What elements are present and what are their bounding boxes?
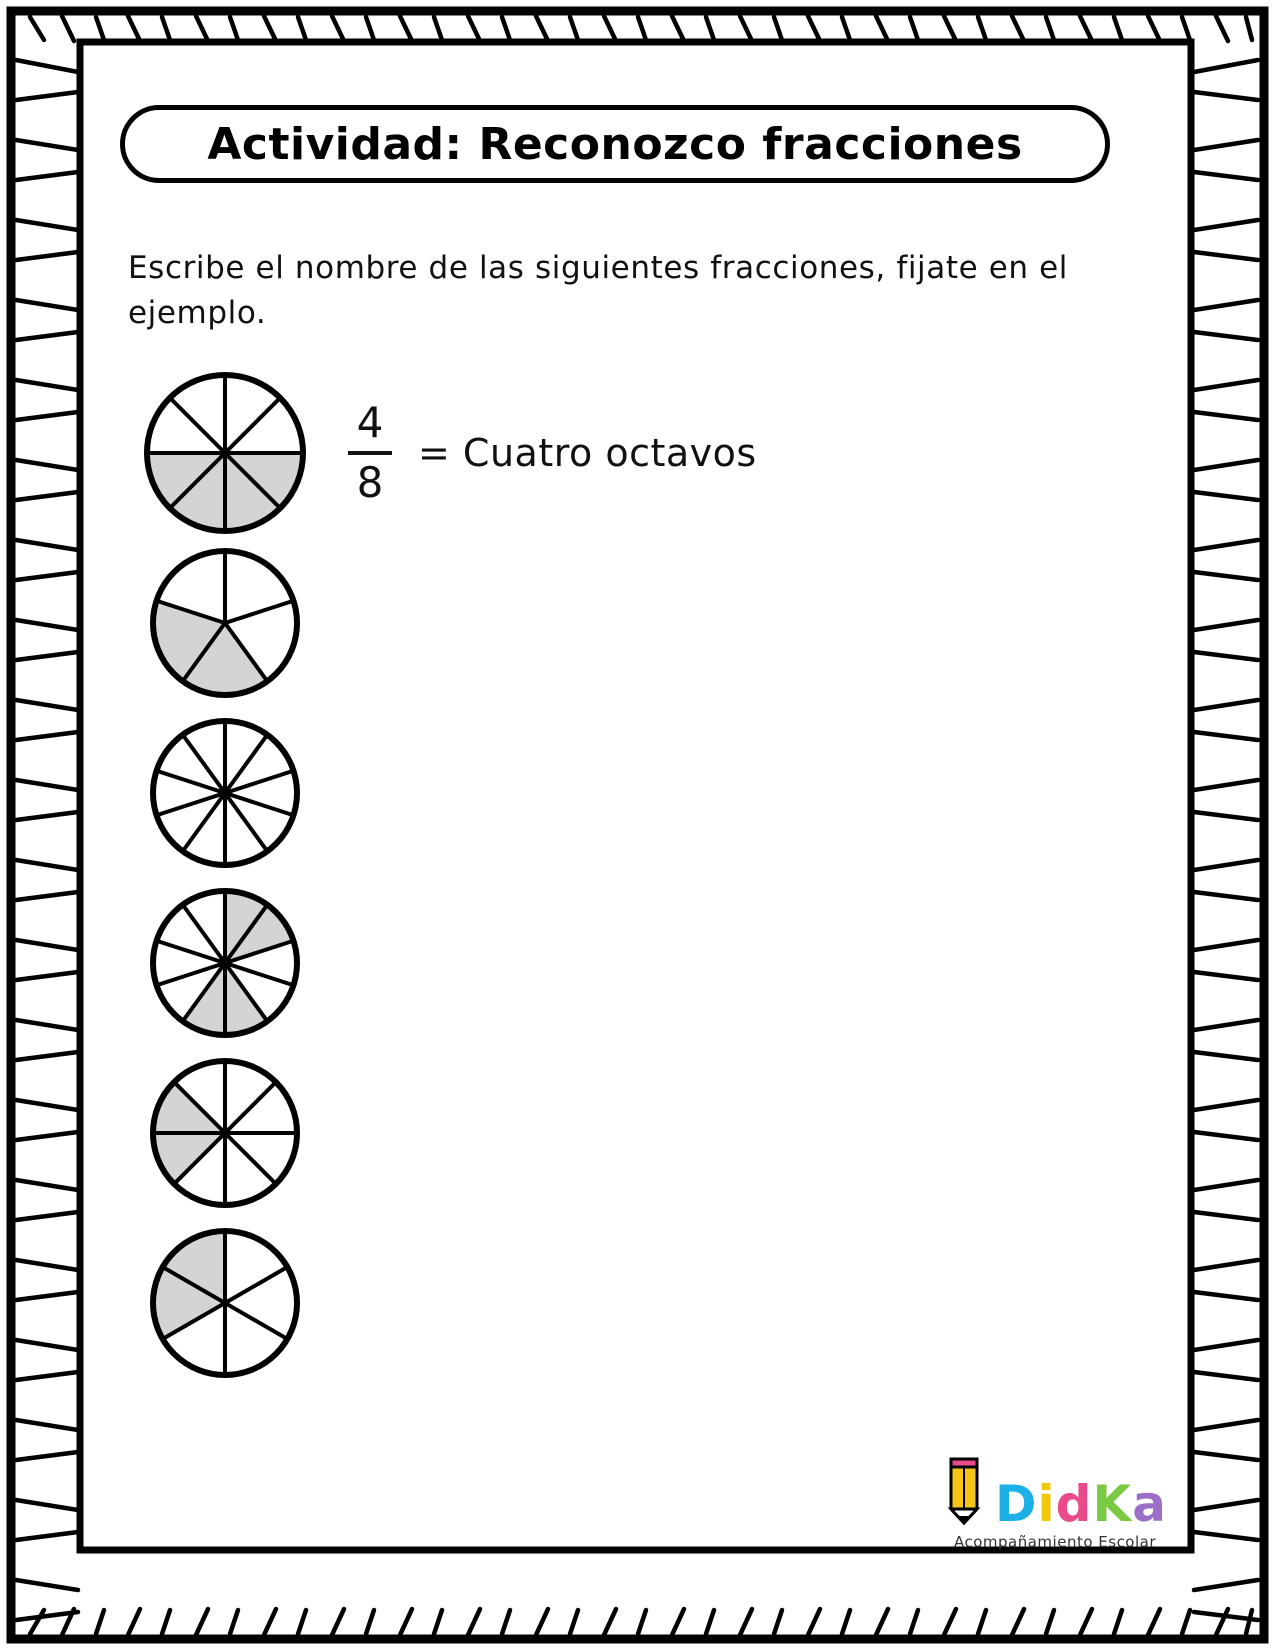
brand-logo (930, 1455, 1180, 1560)
pencil-icon (943, 1455, 995, 1529)
fraction-circle-wrapper (140, 369, 310, 537)
fraction-circle-1 (147, 545, 303, 701)
fraction-circle-2 (147, 715, 303, 871)
fraction-circle-wrapper (140, 1055, 310, 1211)
fraction-circle-wrapper (140, 545, 310, 701)
logo-letter: K (1092, 1475, 1133, 1533)
fraction-circle-4 (147, 1055, 303, 1211)
exercise-row (140, 708, 1120, 878)
fraction-numerator: 4 (356, 398, 384, 447)
answer-blank-area[interactable] (310, 878, 1120, 1048)
activity-title-box (120, 105, 1110, 183)
fraction-circle-wrapper (140, 1225, 310, 1381)
exercise-row (140, 878, 1120, 1048)
fraction-circle-wrapper (140, 715, 310, 871)
logo-letter: i (1037, 1475, 1056, 1533)
page-title: Actividad: Reconozco fracciones (207, 118, 1023, 170)
answer-blank-area[interactable] (310, 1048, 1120, 1218)
fraction-bar (348, 451, 392, 455)
logo-letter: d (1055, 1475, 1093, 1533)
fraction-circle-3 (147, 885, 303, 1041)
instructions-text: Escribe el nombre de las siguientes fracciones, fijate en el ejemplo. (128, 250, 1069, 331)
exercise-row (140, 1048, 1120, 1218)
answer-blank-area[interactable] (310, 538, 1120, 708)
exercise-row (140, 1218, 1120, 1388)
logo-wordmark (995, 1475, 1167, 1533)
answer-blank-area[interactable] (310, 708, 1120, 878)
fraction-circle-example (141, 369, 309, 537)
logo-tagline: Acompañamiento Escolar (953, 1533, 1157, 1551)
example-fraction (348, 398, 392, 507)
logo-letter: a (1132, 1475, 1167, 1533)
exercise-row (140, 538, 1120, 708)
exercise-row (140, 368, 1120, 538)
exercise-list (140, 368, 1120, 1388)
fraction-circle-5 (147, 1225, 303, 1381)
answer-blank-area[interactable] (310, 1218, 1120, 1388)
fraction-denominator: 8 (356, 458, 384, 507)
example-answer (348, 398, 757, 507)
example-answer-text: = Cuatro octavos (418, 431, 757, 475)
logo-letter: D (995, 1475, 1038, 1533)
fraction-circle-wrapper (140, 885, 310, 1041)
